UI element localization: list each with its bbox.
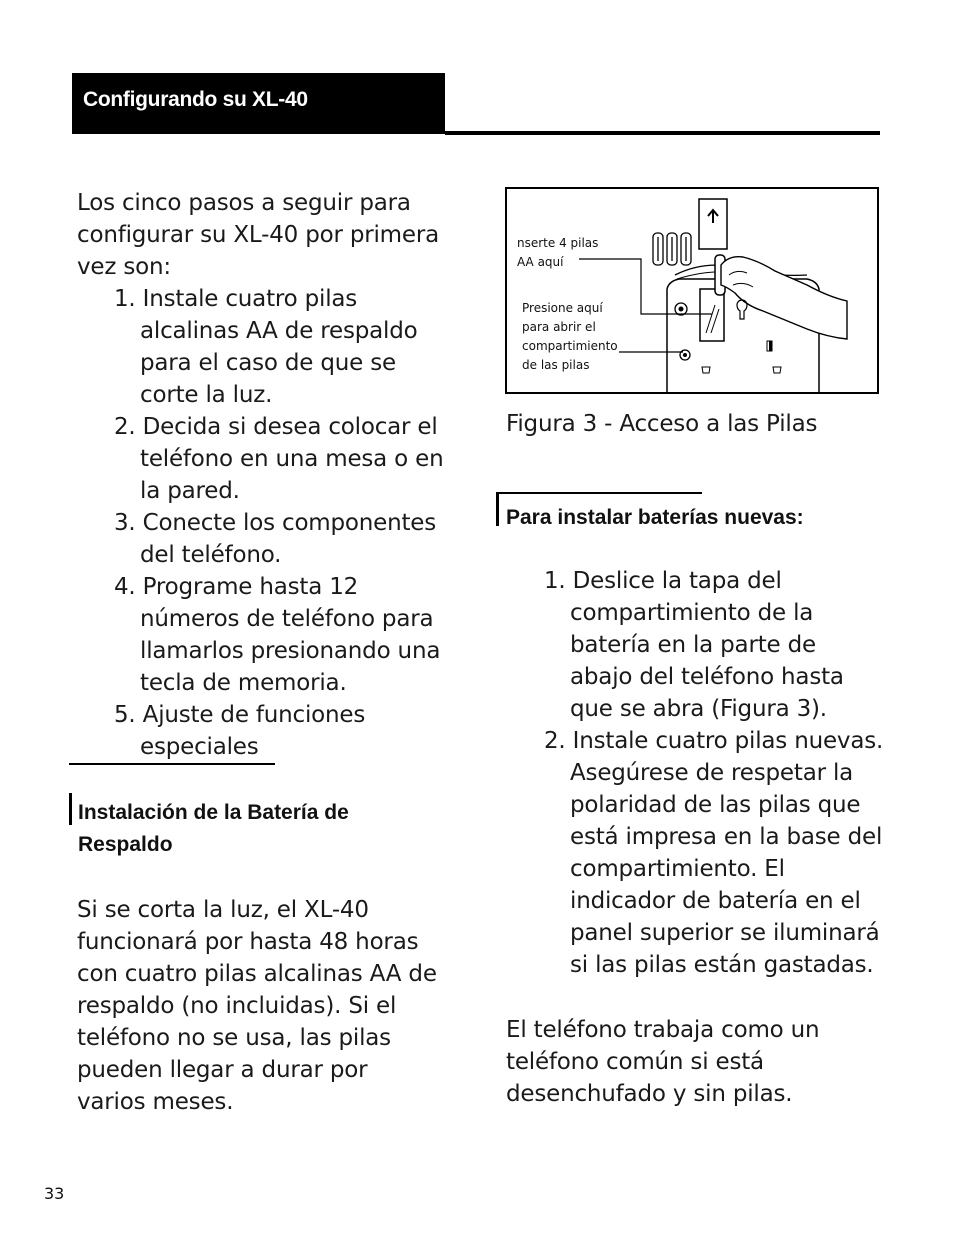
battery-paragraph: [77, 894, 457, 1118]
list-item: 1. Instale cuatro pilas alcalinas AA de respaldo para el caso de que se corte la luz.: [114, 286, 418, 408]
paragraph-line: con cuatro pilas alcalinas AA de: [77, 961, 437, 987]
label-line: nserte 4 pilas: [517, 236, 599, 250]
press-to-open-label: [522, 299, 618, 375]
figure-caption: Figura 3 - Acceso a las Pilas: [506, 411, 818, 437]
list-item: 5. Ajuste de funciones especiales: [114, 702, 366, 760]
paragraph-line: funcionará por hasta 48 horas: [77, 929, 419, 955]
section-rule-top: [69, 763, 275, 765]
section-rule-top: [496, 492, 702, 494]
paragraph-line: desenchufado y sin pilas.: [506, 1081, 793, 1107]
paragraph-line: Si se corta la luz, el XL-40: [77, 897, 369, 923]
page-title: Configurando su XL-40: [83, 88, 308, 111]
paragraph-line: respaldo (no incluidas). Si el: [77, 993, 397, 1019]
label-line: compartimiento: [522, 339, 618, 353]
closing-paragraph: [506, 1014, 886, 1110]
list-item: 2. Decida si desea colocar el teléfono en una mesa o en la pared.: [114, 414, 444, 504]
list-item: 4. Programe hasta 12 números de teléfono para llamarlos presionando una tecla de memoria.: [114, 574, 441, 696]
insert-batteries-label: [517, 234, 598, 272]
label-line: para abrir el: [522, 320, 596, 334]
section-rule-side: [496, 494, 499, 526]
paragraph-line: teléfono no se usa, las pilas: [77, 1025, 391, 1051]
new-batteries-heading: Para instalar baterías nuevas:: [506, 506, 804, 529]
setup-steps-list: [114, 283, 454, 763]
section-rule-side: [69, 793, 72, 825]
paragraph-line: pueden llegar a durar por: [77, 1057, 368, 1083]
heading-line: Instalación de la Batería de: [78, 801, 349, 824]
paragraph-line: El teléfono trabaja como un: [506, 1017, 820, 1043]
intro-line: configurar su XL-40 por primera: [77, 222, 439, 248]
list-item: 1. Deslice la tapa del compartimiento de la batería en la parte de abajo del teléfono hasta que se abra (Figura 3).: [544, 568, 844, 722]
label-line: AA aquí: [517, 255, 564, 269]
intro-text: [77, 187, 457, 283]
paragraph-line: teléfono común si está: [506, 1049, 764, 1075]
list-item: 3. Conecte los componentes del teléfono.: [114, 510, 437, 568]
intro-line: Los cinco pasos a seguir para: [77, 190, 411, 216]
battery-steps-list: [544, 565, 884, 981]
header-rule: [445, 131, 880, 135]
label-line: de las pilas: [522, 358, 590, 372]
battery-access-figure: [505, 187, 879, 394]
battery-section-heading: [78, 797, 458, 861]
heading-line: Respaldo: [78, 833, 173, 856]
label-line: Presione aquí: [522, 301, 603, 315]
list-item: 2. Instale cuatro pilas nuevas. Asegúrese de respetar la polaridad de las pilas que está impresa en la base del compartimiento. El indicador de batería en el panel superior se iluminará si las pilas están gastadas.: [544, 728, 884, 978]
intro-line: vez son:: [77, 254, 171, 280]
paragraph-line: varios meses.: [77, 1089, 234, 1115]
page-number: 33: [44, 1184, 65, 1203]
